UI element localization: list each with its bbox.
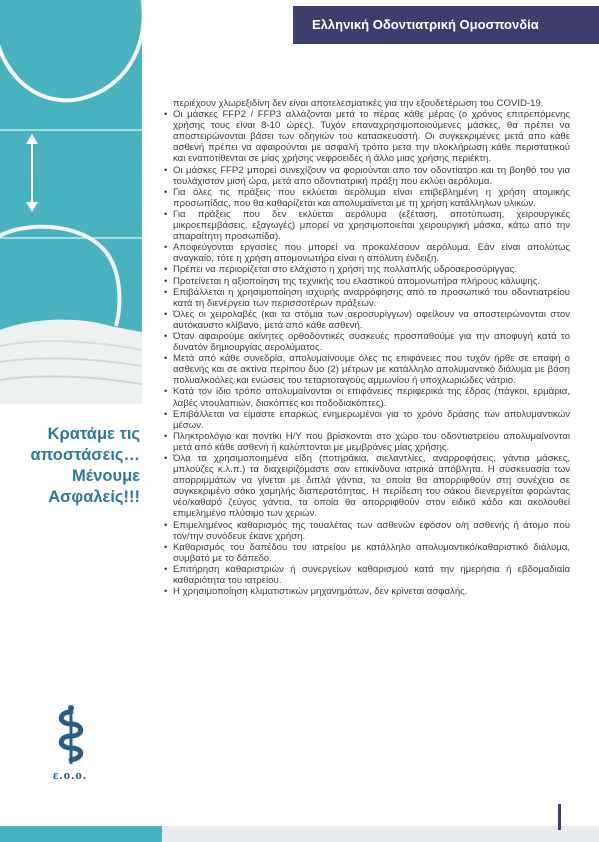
list-item: • Αποφεύγονται εργασίες που μπορεί να προκαλέσουν αερόλυμα. Εάν είναι απολύτως αναγκαίο, τότε η χρήση απομονωτήρα είναι η απόλυτη ένδειξη. [162,242,570,264]
accent-line [558,804,561,830]
list-item: • Η χρησιμοποίηση κλιματιστικών μηχανημάτων, δεν κρίνεται ασφαλής. [162,586,570,597]
list-item: • Όλα τα χρησιμοποιημένα είδη (ποτηράκια, σιελαντλίες, αναρροφήσεις, γάντια μάσκες, μπλούζες κ.λ.π.) τα διαχειριζόμαστε σαν επικίνδυνα ιατρικά απόβλητα. Η συσκευασία των απορριμμάτων να γίνεται με διπλά γάντια, τα οποία θα απορριφθούν στη συνέχεια σε συγκεκριμένο σάκο χαμηλής διαπερατότητας. Η περίδεση του σάκου διενεργείται φορώντας νέο/καθαρό ζεύγος γάντια, τα οποία θα απορριφθούν στον ειδικό κάδο και ακολουθεί επιμελημένο πλύσιμο των χεριών. [162,453,570,520]
tagline-line-1: Κρατάμε τις [47,425,140,443]
list-item: • Κατά τον ίδιο τρόπο απολυμαίνονται οι επιφάνειες περιφερικά της έδρας (πάγκοι, ερμάρια, λαβές ντουλαπιών, διακόπτες και ποδοδιακόπτες). [162,386,570,408]
list-item: • Μετά από κάθε συνεδρία, απολυμαίνουμε όλες τις επιφάνειες που τυχόν ήρθε σε επαφή ο ασθενής και σε ακτίνα περίπου δυο (2) μέτρων με κατάλληλο απολυμαντικό διάλυμα με βάση πολυαλκοόλες και ενώσεις του τεταρτοταγούς αμμωνίου ή υποχλωριώδες νάτριο. [162,353,570,386]
intro-paragraph: περιέχουν χλωρεξιδίνη δεν είναι αποτελεσματικές για την εξουδετέρωση του COVID-19. [173,98,544,109]
list-item: • Επιβάλλεται η χρησιμοποίηση ισχυρής αναρρόφησης από το προσωπικό του οδοντιατρείου κατά τη διενέργεια των περισσοτέρων πράξεων. [162,287,570,309]
list-item: • Καθαρισμός του δαπέδου του ιατρείου με κατάλληλο απολυμαντικό/καθαριστικό διάλυμα, συμβατό με το δάπεδο. [162,542,570,564]
organization-title: Ελληνική Οδοντιατρική Ομοσπονδία [312,17,539,32]
mask-photo [0,0,142,404]
list-item: • Επιμελημένος καθαρισμός της τουαλέτας των ασθενών εφόσον ο/η ασθενής ή άτομο που τον/την συνόδευε έκανε χρήση. [162,520,570,542]
list-item: • Για όλες τις πράξεις που εκλύεται αερόλυμα είναι επιβεβλημένη η χρήση ατομικής προσωπίδας, που θα καθαρίζεται και απολυμαίνεται με τη χρήση κατάλληλων υλικών. [162,187,570,209]
list-item: • Για πράξεις που δεν εκλύεται αερόλυμα (εξέταση, αποτύπωση, χειρουργικές μικροεπεμβάσεις, εξαγωγές) μπορεί να χρησιμοποιείται χειρουργική μάσκα, κάτω από την απαραίτητη προσωπίδα). [162,209,570,242]
tagline-line-2: αποστάσεις… [30,446,140,464]
list-item: • Επιβάλλεται να είμαστε επαρκώς ενημερωμένοι για το χρόνο δράσης των απολυμαντικών μέσων. [162,409,570,431]
guideline-list [162,109,570,597]
list-item: • Οι μάσκες FFP2 / FFP3 αλλάζονται μετά το πέρας κάθε μέρας (ο χρόνος επιτρεπόμενης χρήσης τους είναι 8-10 ώρες). Τυχόν επαναχρησιμοποιούμενες μάσκες, θα πρέπει να αποστειρώνονται βάσει των οδηγιών του κατασκευαστή. Οι συγκεκριμένες μετά απο κάθε ασθενή πρέπει να αφαιρούνται με ασφαλή τρόπο μετα την ολοκλήρωση κάθε περιστατικού και εναποτίθενται σε μίας χρήσης νεφροειδές ή άλλο μιας χρήσης περιέκτη. [162,109,570,164]
tagline-line-4: Ασφαλείς!!! [48,488,140,506]
list-item: • Οι μάσκες FFP2 μπορεί συνεχίζουν να φοριούνται απο τον οδοντίατρο και τη βοηθό του για τουλάχιστον μισή ώρα, μετά απο οδοντιατρική πράξη που εκλύει αερόλυμα. [162,165,570,187]
content [162,98,570,597]
double-arrow-icon [0,0,142,404]
list-item: • Όταν αφαιρούμε ακίνητες ορθοδοντικές συσκευές προσπαθούμε για την αποφυγή κατά το δυνατόν δημιουργίας αερολύματος. [162,331,570,353]
list-item: • Όλες οι χειρολαβές (και τα στόμια των αεροσυρίγγων) οφείλουν να αποστειρώνονται στον αυτόκαυστο κλίβανο, μετά από κάθε ασθενή. [162,309,570,331]
list-item: • Επιτήρηση καθαριστριών ή συνεργείων καθαρισμού κατά την ημερήσια ή εβδομαδιαία καθαριότητα του ιατρείου. [162,564,570,586]
header-banner [293,6,599,44]
list-item: • Πρέπει να περιορίζεται στο ελάχιστο η χρήση της πολλαπλής υδροαεροσύριγγας. [162,264,570,275]
tagline-line-3: Μένουμε [72,467,140,485]
logo-text: ε.ο.ο. [52,767,88,782]
list-item: • Προτείνεται η αξιοποίηση της τεχνικής του ελαστικού απομονωτήρα πλήρους κάλυψης. [162,276,570,287]
tagline [0,424,142,508]
list-item: • Πληκτρολόγιο και ποντίκι Η/Υ που βρίσκονται στο χώρο του οδοντιατρείου απολυμαίνονται μετά από κάθε ασθενή ή καλύπτονται με μεμβράνες μίας χρήσης. [162,431,570,453]
bottom-teal-strip [0,826,162,842]
